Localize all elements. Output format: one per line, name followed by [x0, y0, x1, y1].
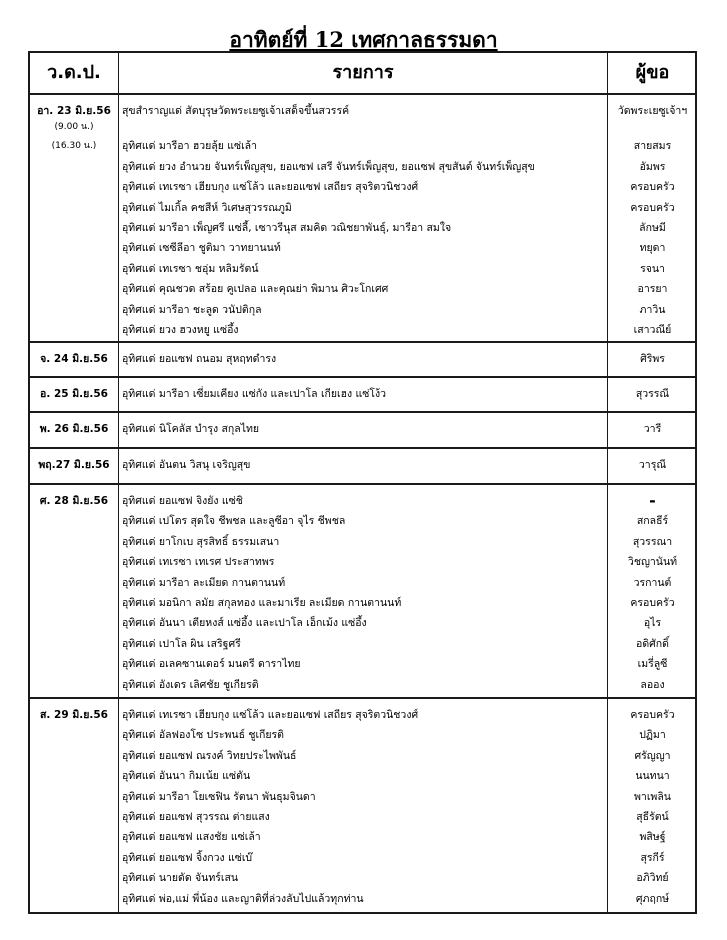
intention-text: อุทิศแด่ ยวง ฮวงหยู แซ่อึ้ง [122, 324, 239, 336]
requester-name: สกลธีร์ [636, 515, 669, 528]
intention-text: อุทิศแด่ พ่อ,แม่ พี่น้อง และญาติที่ล่วงลับไปแล้วทุกท่าน [122, 892, 364, 905]
requester-name: สุรกีร์ [640, 851, 665, 864]
day-block [30, 413, 695, 447]
page-title: อาทิตย์ที่ 12 เทศกาลธรรมดา [229, 27, 498, 52]
intention-text: อุทิศแด่ อังเดร เลิศชัย ชูเกียรติ [122, 678, 259, 691]
requester-name: อดิศักดิ์ [636, 637, 669, 650]
intention-text: อุทิศแด่ นิโคลัส บำรุง สกุลไทย [122, 423, 260, 435]
requester-name: พสิษฐ์ [639, 831, 666, 844]
requester-name: ภาวิน [639, 303, 666, 316]
day-block [30, 95, 695, 341]
requester-name: ลออง [640, 678, 665, 691]
requester-name: ครอบครัว [630, 709, 675, 721]
requester-name: ศรัญญา [634, 749, 671, 762]
requester-name: - [649, 491, 656, 510]
intention-text: อุทิศแด่ ยอแซฟ สุวรรณ ต่ายแสง [122, 811, 270, 823]
requester-name: ศุภฤกษ์ [635, 892, 670, 905]
requester-name: สุธีรัตน์ [636, 811, 669, 823]
day-block [30, 378, 695, 411]
requester-name: วารุณี [638, 459, 667, 471]
intention-text: อุทิศแด่ ยอแซฟ แสงชัย แซ่เล้า [122, 831, 261, 844]
intention-text: อุทิศแด่ ยอแซฟ จิ้งกวง แซ่เบ๊ [122, 851, 253, 864]
intention-text: อุทิศแด่ ยอแซฟ จิงยัง แซ่ชิ [122, 495, 243, 507]
requester-name: เมรี่ลูซี [637, 658, 668, 671]
intention-text: อุทิศแด่ อันนา กิมเน้ย แซ่ตัน [122, 770, 251, 783]
requester-name: อารยา [637, 283, 668, 296]
intention-text: อุทิศแด่ เซซีลีอา ชูติมา วาทยานนท์ [122, 242, 281, 255]
intention-text: อุทิศแด่ เทเรซา เฮียบกุง แซ่โล้ว และยอแซฟ เสถียร สุจริตวนิชวงศ์ [122, 709, 419, 721]
intention-text: อุทิศแด่ มารีอา ฮวยลุ้ย แซ่เล้า [122, 140, 258, 153]
intention-text: อุทิศแด่ ยาโกเบ สุรสิทธิ์ ธรรมเสนา [122, 535, 280, 548]
mass-time: (9.00 น.) [54, 122, 94, 132]
requester-name: วรกานต์ [633, 576, 672, 589]
day-block [30, 485, 695, 697]
requester-name: วิชญานันท์ [627, 556, 678, 569]
intention-text: อุทิศแด่ เทเรซา ชอุ่ม หลิมรัตน์ [122, 262, 259, 275]
day-block [30, 343, 695, 376]
requester-name: อภิวิทย์ [636, 872, 669, 885]
intention-text: อุทิศแด่ มอนิกา ลมัย สกุลทอง และมาเรีย ละเมียด กานตานนท์ [122, 597, 402, 609]
intention-text: สุขสำราญแด่ สัตบุรุษวัดพระเยซูเจ้าเสด็จขึ้นสวรรค์ [122, 105, 350, 117]
requester-name: ครอบครัว [630, 201, 675, 214]
day-date: อ. 25 มิ.ย.56 [40, 388, 108, 400]
requester-name: ศิริพร [640, 353, 665, 365]
requester-name: รจนา [640, 262, 665, 275]
day-date: พฤ.27 มิ.ย.56 [38, 459, 110, 471]
requester-name: สายสมร [633, 140, 672, 153]
requester-name: เสาวณีย์ [633, 324, 672, 336]
requester-name: ครอบครัว [630, 181, 675, 194]
intention-text: อุทิศแด่ อัลฟองโซ ประพนธ์ ชูเกียรติ [122, 729, 285, 742]
intention-text: อุทิศแด่ มารีอา ละเมียด กานตานนท์ [122, 576, 286, 589]
intention-text: อุทิศแด่ เปาโล ผิน เสริฐศรี [122, 637, 241, 650]
intention-text: อุทิศแด่ เทเรซา เทเรศ ประสาทพร [122, 556, 275, 569]
day-date: ศ. 28 มิ.ย.56 [39, 495, 109, 507]
intention-text: อุทิศแด่ อันนา เตียหงส์ แซ่อึ้ง และเปาโล เอ็กเม้ง แซ่อึ้ง [122, 617, 367, 630]
intention-text: อุทิศแด่ นายดัด จันทร์เสน [122, 872, 239, 885]
requester-name: อุไร [643, 617, 662, 630]
requester-name: พาเพลิน [634, 790, 671, 803]
column-header-item: รายการ [332, 62, 394, 83]
requester-name: สุวรรณี [635, 388, 670, 400]
day-date: ส. 29 มิ.ย.56 [40, 709, 108, 721]
day-date: จ. 24 มิ.ย.56 [40, 353, 108, 365]
intention-text: อุทิศแด่ คุณชวด สร้อย คูเปลอ และคุณย่า พิมาน ศิวะโกเศศ [122, 283, 389, 296]
requester-name: อัมพร [639, 160, 666, 173]
requester-name: ครอบครัว [630, 597, 675, 609]
day-block [30, 449, 695, 483]
intention-text: อุทิศแด่ มารีอา โยเซฟิน รัตนา พันธุมจินดา [122, 790, 316, 803]
intention-text: อุทิศแด่ ยอแซฟ ณรงค์ วิทยประไพพันธ์ [122, 749, 297, 762]
requester-name: ปฏิมา [639, 729, 666, 742]
day-block [30, 699, 695, 907]
intention-text: อุทิศแด่ มารีอา เพ็ญศรี แซ่ลี้, เซาวรีนุส สมคิด วณิชยาพันธุ์, มารีอา สมใจ [122, 222, 452, 234]
intention-text: อุทิศแด่ ยอแซฟ ถนอม สุหฤทดำรง [122, 353, 277, 365]
day-date: อา. 23 มิ.ย.56 [37, 105, 111, 117]
intention-text: อุทิศแด่ ไมเกิ้ล คชสีห์ วิเศษสุวรรณภูมิ [122, 201, 292, 214]
requester-name: ลักษมี [639, 222, 666, 234]
requester-name: วารี [643, 423, 662, 435]
day-date: พ. 26 มิ.ย.56 [39, 423, 109, 435]
schedule-table [28, 51, 697, 914]
requester-name: ทยุดา [639, 242, 666, 255]
intention-text: อุทิศแด่ เปโตร สุดใจ ชีพชล และลูซีอา จุไร ชีพชล [122, 515, 346, 528]
column-header-date: ว.ด.ป. [47, 62, 101, 83]
mass-time: (16.30 น.) [51, 141, 97, 151]
intention-text: อุทิศแด่ มารีอา เซี่ยมเคียง แซ่กัง และเปาโล เกียเฮง แซ่โง้ว [122, 388, 387, 400]
intention-text: อุทิศแด่ เทเรซา เฮียบกุง แซ่โล้ว และยอแซฟ เสถียร สุจริตวนิชวงศ์ [122, 181, 419, 194]
requester-name: นนทนา [635, 770, 670, 783]
intention-text: อุทิศแด่ มารีอา ชะลูด วนัปติกุล [122, 303, 262, 316]
intention-text: อุทิศแด่ ยวง อำนวย จันทร์เพ็ญสุข, ยอแซฟ เสรี จันทร์เพ็ญสุข, ยอแซฟ สุขสันต์ จันทร์เพ็ญสุข [122, 160, 535, 173]
intention-text: อุทิศแด่ อเลคซานเดอร์ มนตรี ดาราไทย [122, 658, 301, 671]
intention-text: อุทิศแด่ อันตน วิสนุ เจริญสุข [122, 459, 251, 471]
requester-name: สุวรรณา [632, 535, 673, 548]
column-header-requester: ผู้ขอ [635, 62, 670, 83]
requester-name: วัดพระเยซูเจ้าฯ [617, 105, 688, 117]
